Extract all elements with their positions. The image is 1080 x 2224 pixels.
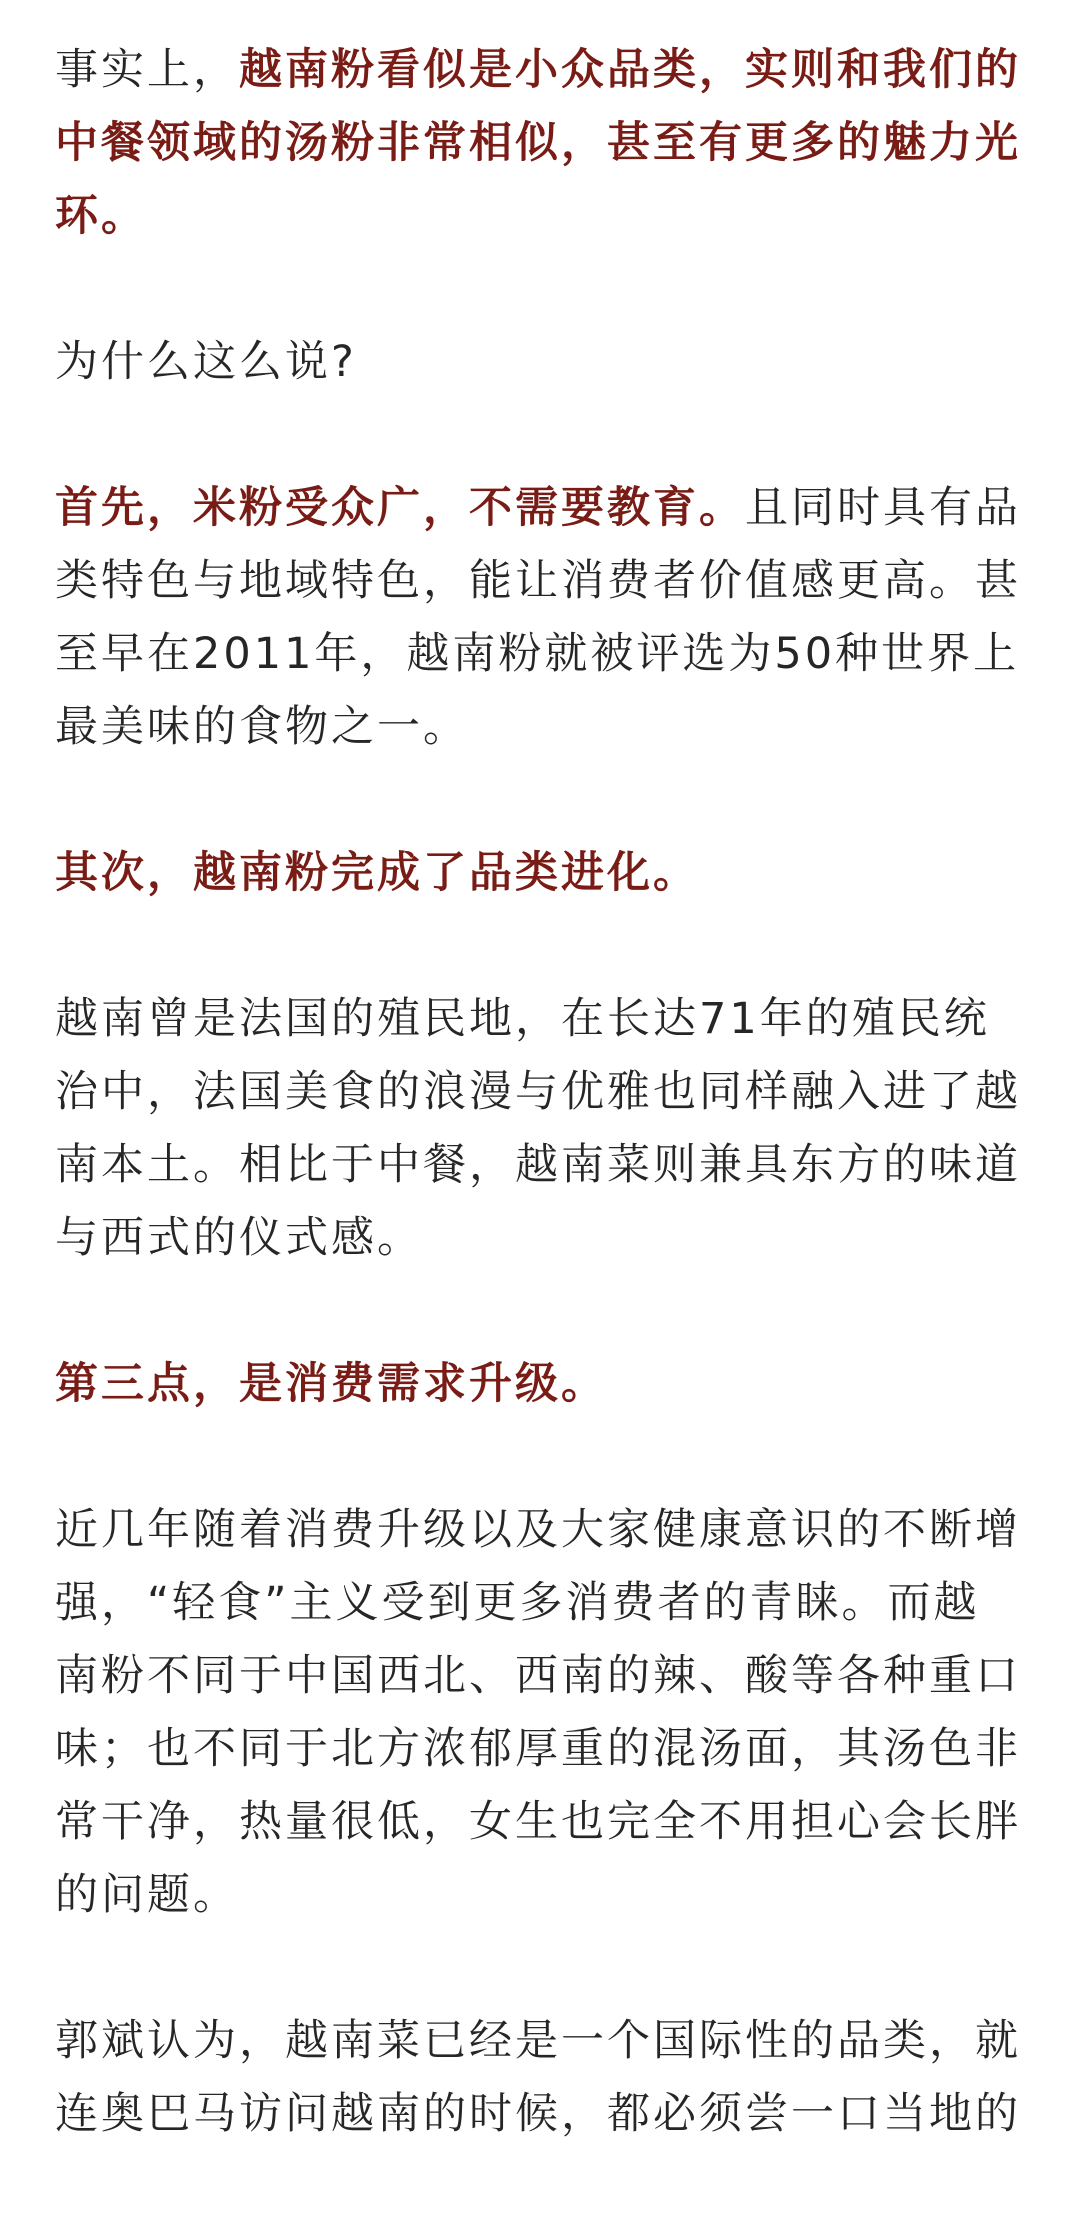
paragraph-first-point [55,472,1025,764]
paragraph-conclusion: 郭斌认为，越南菜已经是一个国际性的品类，就连奥巴马访问越南的时候，都必须尝一口当地的 [55,2016,1021,2139]
article-body [55,34,1025,2224]
first-point-text: 且同时具有品类特色与地域特色，能让消费者价值感更高。甚至早在2011年，越南粉就被评选为50种世界上最美味的食物之一。 [55,483,1021,752]
first-point-emphasis: 首先，米粉受众广，不需要教育。 [55,483,745,533]
paragraph-intro [55,34,1025,253]
intro-emphasis-text: 越南粉看似是小众品类，实则和我们的中餐领域的汤粉非常相似，甚至有更多的魅力光环。 [55,45,1021,241]
paragraph-third-point: 近几年随着消费升级以及大家健康意识的不断增强，“轻食”主义受到更多消费者的青睐。而越南粉不同于中国西北、西南的辣、酸等各种重口味；也不同于北方浓郁厚重的混汤面，其汤色非常干净，热量很低，女生也完全不用担心会长胖的问题。 [55,1505,1021,1920]
intro-lead-text: 事实上， [55,45,239,95]
section-heading-second: 其次，越南粉完成了品类进化。 [55,848,699,898]
section-heading-third: 第三点，是消费需求升级。 [55,1359,607,1409]
paragraph-question: 为什么这么说? [55,337,357,387]
paragraph-second-point: 越南曾是法国的殖民地，在长达71年的殖民统治中，法国美食的浪漫与优雅也同样融入进了越南本土。相比于中餐，越南菜则兼具东方的味道与西式的仪式感。 [55,994,1021,1263]
